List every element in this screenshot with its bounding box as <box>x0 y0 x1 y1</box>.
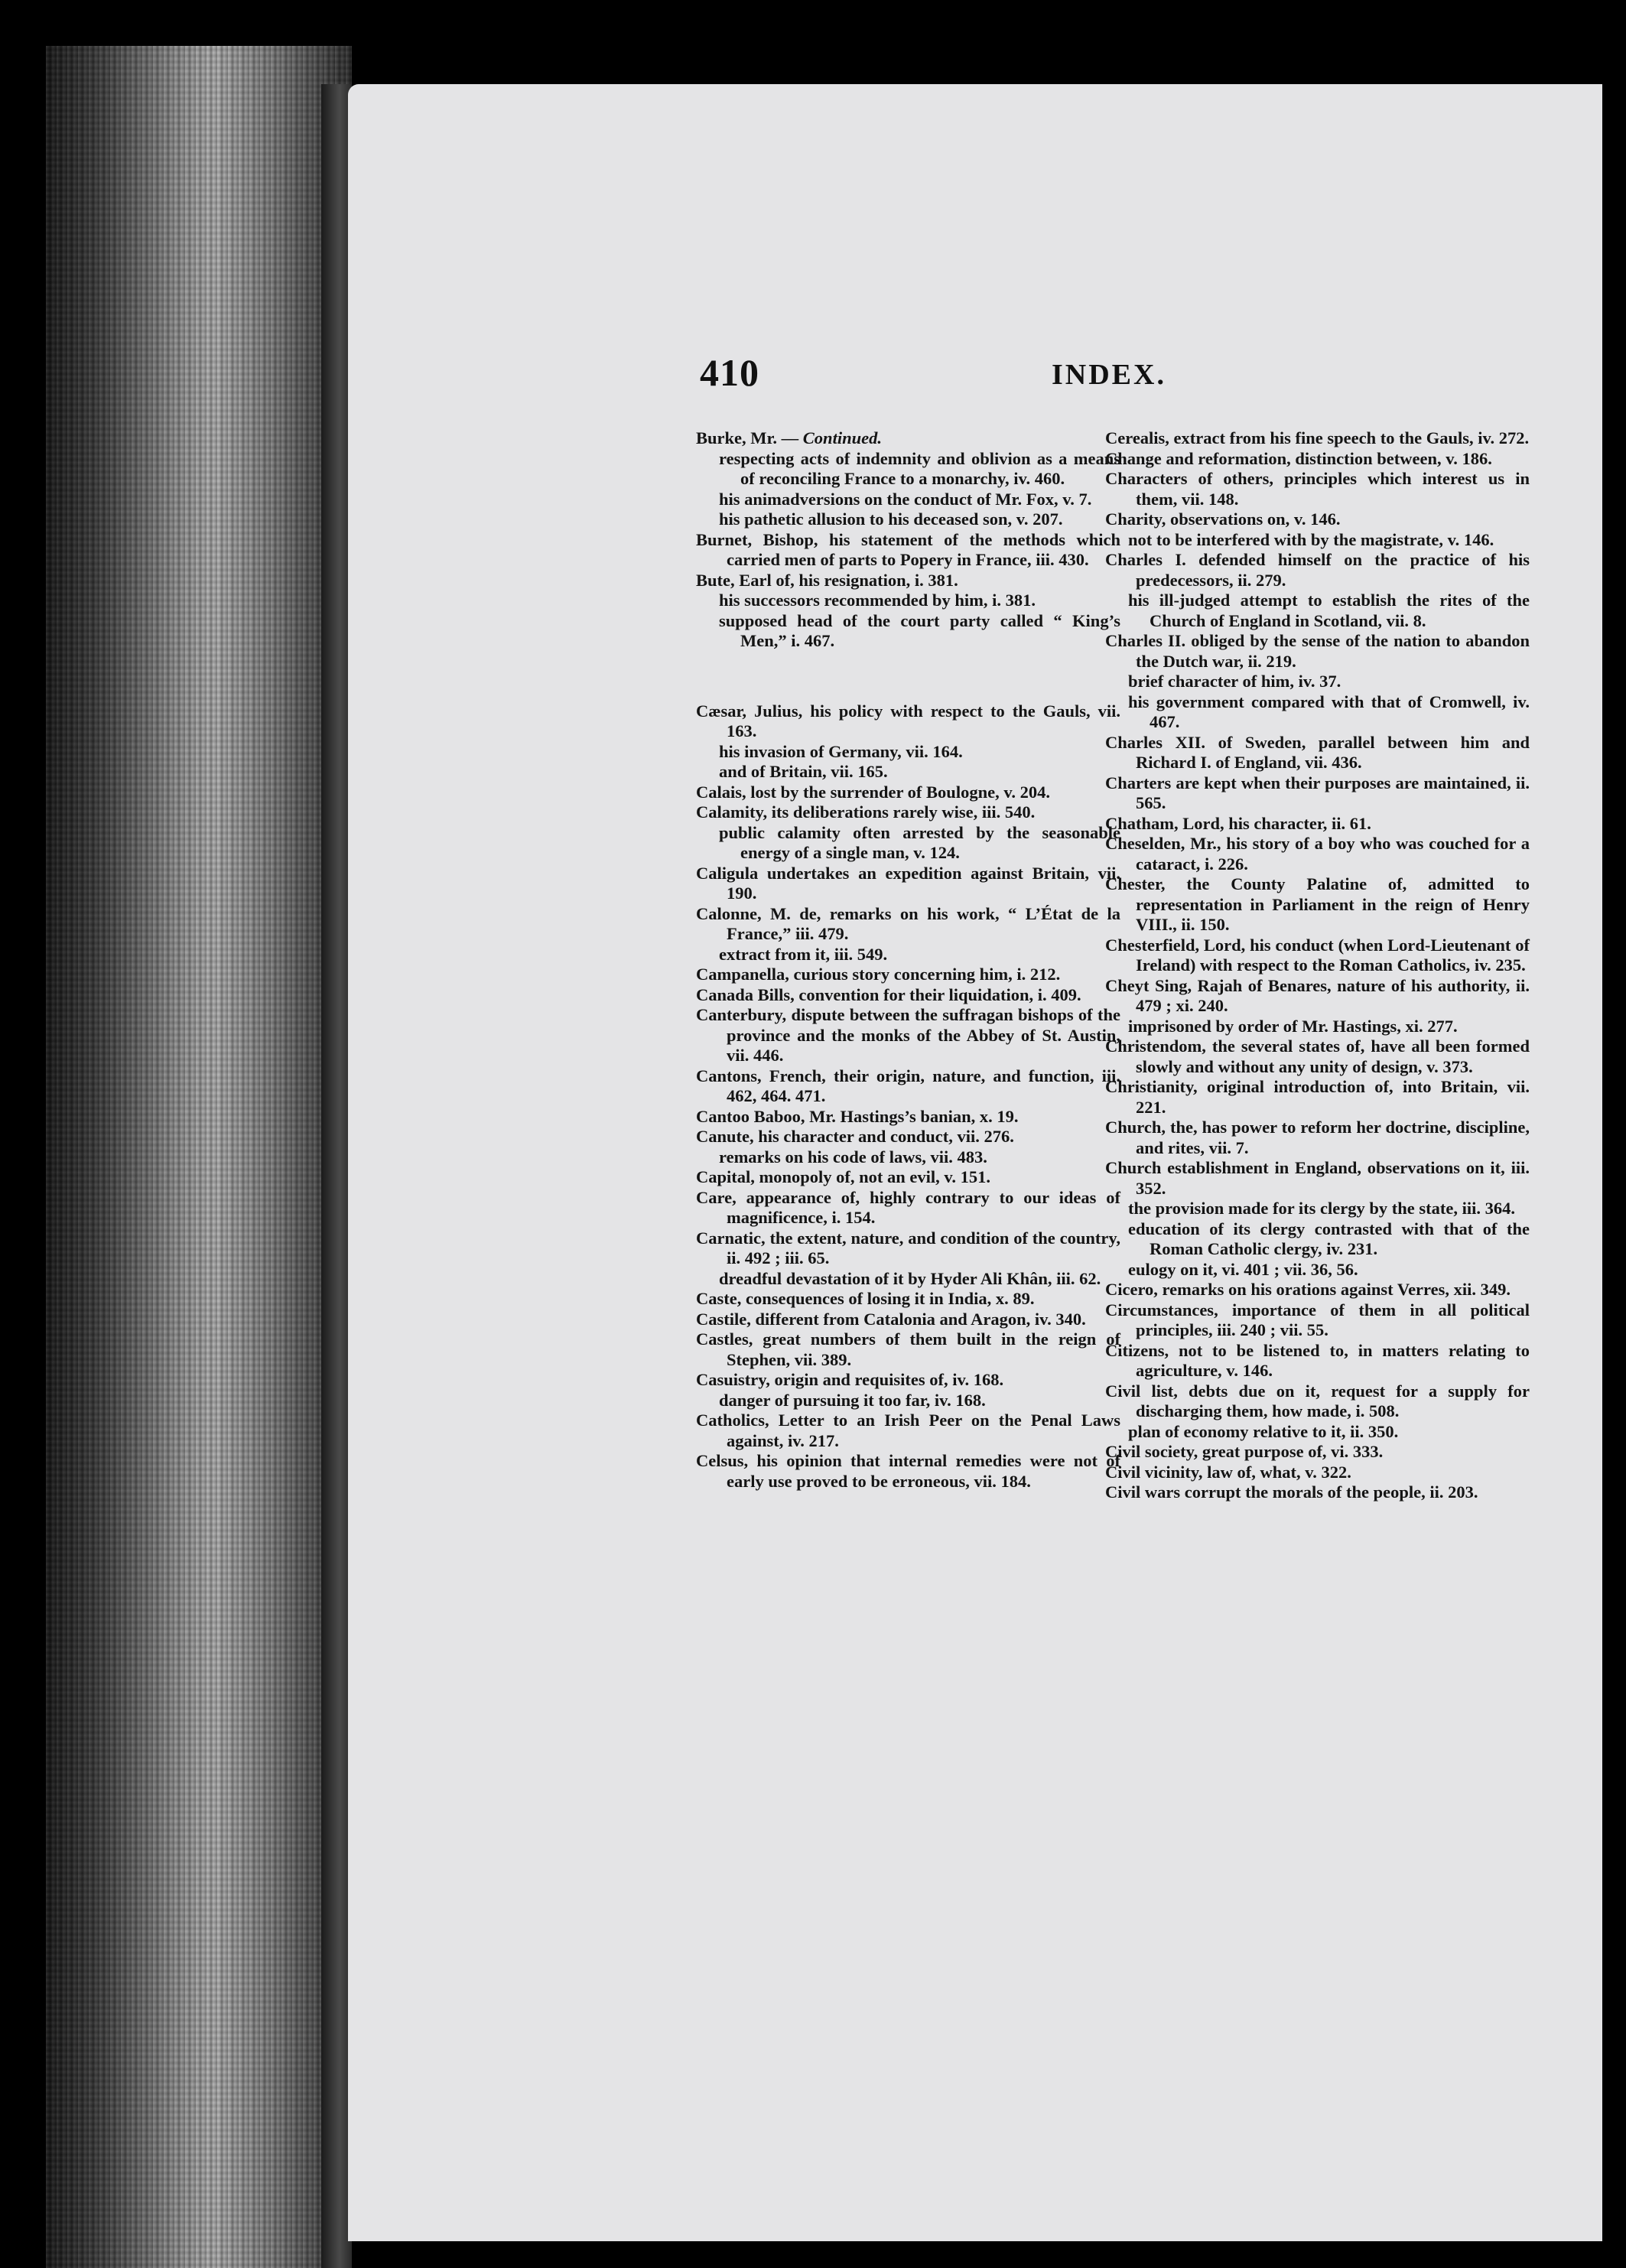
index-subentry: and of Britain, vii. 165. <box>719 762 888 781</box>
index-entry: Caligula undertakes an expedition against Britain, vii. 190. <box>696 863 1120 903</box>
section-gap <box>696 652 1120 701</box>
index-column-right <box>1105 428 1530 1503</box>
index-entry: Civil vicinity, law of, what, v. 322. <box>1105 1462 1351 1482</box>
index-entry: Canada Bills, convention for their liquidation, i. 409. <box>696 984 1081 1004</box>
page-edge-shadow <box>321 84 352 2268</box>
continued-label: Continued. <box>802 428 882 447</box>
index-entry: Charity, observations on, v. 146. <box>1105 509 1341 529</box>
index-entry: Cantoo Baboo, Mr. Hastings’s banian, x. 19. <box>696 1106 1019 1126</box>
index-subentry: his government compared with that of Cromwell, iv. 467. <box>1128 691 1530 731</box>
index-entry: Casuistry, origin and requisites of, iv. 168. <box>696 1370 1004 1389</box>
index-entry: Bute, Earl of, his resignation, i. 381. <box>696 570 958 590</box>
index-entry: Calonne, M. de, remarks on his work, “ L’État de la France,” iii. 479. <box>696 903 1120 943</box>
index-subentry: supposed head of the court party called “ King’s Men,” i. 467. <box>719 610 1120 650</box>
index-subentry: remarks on his code of laws, vii. 483. <box>719 1147 987 1167</box>
index-entry: Castles, great numbers of them built in the reign of Stephen, vii. 389. <box>696 1329 1120 1369</box>
index-entry: Castile, different from Catalonia and Aragon, iv. 340. <box>696 1309 1086 1329</box>
index-subentry: imprisoned by order of Mr. Hastings, xi. 277. <box>1128 1016 1458 1036</box>
page-number: 410 <box>700 351 759 394</box>
index-entry: Citizens, not to be listened to, in matters relating to agriculture, v. 146. <box>1105 1340 1530 1380</box>
index-entry: Cheselden, Mr., his story of a boy who was couched for a cataract, i. 226. <box>1105 834 1530 874</box>
index-entry: Carnatic, the extent, nature, and condition of the country, ii. 492 ; iii. 65. <box>696 1228 1120 1267</box>
index-entry: Charles I. defended himself on the practice of his predecessors, ii. 279. <box>1105 550 1530 590</box>
left-entries-block-b <box>696 449 1120 652</box>
book-spine <box>46 46 352 2268</box>
left-entries-block-c <box>696 701 1120 1492</box>
page-title: INDEX. <box>1052 359 1166 391</box>
right-entries-block-c <box>1105 428 1530 1503</box>
index-entry: Cicero, remarks on his orations against Verres, xii. 349. <box>1105 1280 1511 1299</box>
index-subentry: eulogy on it, vi. 401 ; vii. 36, 56. <box>1128 1259 1358 1279</box>
index-entry: Catholics, Letter to an Irish Peer on the Penal Laws against, iv. 217. <box>696 1411 1120 1450</box>
index-subentry: education of its clergy contrasted with that of the Roman Catholic clergy, iv. 231. <box>1128 1219 1530 1258</box>
index-subentry: his invasion of Germany, vii. 164. <box>719 741 963 761</box>
index-entry: Caste, consequences of losing it in India, x. 89. <box>696 1289 1035 1308</box>
index-entry: Charles II. obliged by the sense of the nation to abandon the Dutch war, ii. 219. <box>1105 631 1530 671</box>
page-header <box>700 350 1541 404</box>
index-subentry: his pathetic allusion to his deceased son, v. 207. <box>719 509 1063 529</box>
index-entry: Christianity, original introduction of, into Britain, vii. 221. <box>1105 1077 1530 1117</box>
index-entry: Cerealis, extract from his fine speech to the Gauls, iv. 272. <box>1105 428 1530 447</box>
index-subentry: public calamity often arrested by the seasonable energy of a single man, v. 124. <box>719 822 1120 862</box>
continued-entry-name: Burke, Mr. — <box>696 428 799 447</box>
continued-entry-heading <box>696 428 1120 449</box>
index-entry: Civil wars corrupt the morals of the people, ii. 203. <box>1105 1482 1478 1502</box>
index-entry: Capital, monopoly of, not an evil, v. 151. <box>696 1167 991 1186</box>
index-subentry: respecting acts of indemnity and oblivion as a means of reconciling France to a monarchy, iv. 460. <box>719 448 1120 488</box>
index-column-left <box>696 428 1120 1492</box>
index-subentry: the provision made for its clergy by the state, iii. 364. <box>1128 1199 1515 1218</box>
index-entry: Cheyt Sing, Rajah of Benares, nature of his authority, ii. 479 ; xi. 240. <box>1105 975 1530 1015</box>
index-entry: Canterbury, dispute between the suffragan bishops of the province and the monks of the Abbey of St. Austin, vii. 446. <box>696 1005 1120 1065</box>
index-subentry: dreadful devastation of it by Hyder Ali Khân, iii. 62. <box>719 1268 1101 1288</box>
index-entry: Chesterfield, Lord, his conduct (when Lord-Lieutenant of Ireland) with respect to the Roman Catholics, iv. 235. <box>1105 935 1530 975</box>
index-entry: Christendom, the several states of, have all been formed slowly and without any unity of design, v. 373. <box>1105 1036 1530 1076</box>
index-entry: Church establishment in England, observations on it, iii. 352. <box>1105 1158 1530 1198</box>
index-subentry: danger of pursuing it too far, iv. 168. <box>719 1390 986 1410</box>
index-entry: Canute, his character and conduct, vii. 276. <box>696 1127 1014 1146</box>
index-entry: Burnet, Bishop, his statement of the methods which carried men of parts to Popery in France, iii. 430. <box>696 529 1120 569</box>
index-subentry: his ill-judged attempt to establish the rites of the Church of England in Scotland, vii. 8. <box>1128 591 1530 630</box>
index-entry: Civil society, great purpose of, vi. 333. <box>1105 1442 1384 1461</box>
index-entry: Campanella, curious story concerning him, i. 212. <box>696 965 1061 984</box>
index-entry: Charles XII. of Sweden, parallel between him and Richard I. of England, vii. 436. <box>1105 732 1530 772</box>
index-entry: Celsus, his opinion that internal remedies were not of early use proved to be erroneous, vii. 184. <box>696 1451 1120 1491</box>
index-entry: Cæsar, Julius, his policy with respect to the Gauls, vii. 163. <box>696 701 1120 740</box>
index-entry: Change and reformation, distinction between, v. 186. <box>1105 448 1492 468</box>
index-entry: Characters of others, principles which interest us in them, vii. 148. <box>1105 469 1530 509</box>
index-subentry: his successors recommended by him, i. 381. <box>719 591 1036 610</box>
index-subentry: plan of economy relative to it, ii. 350. <box>1128 1421 1399 1441</box>
index-subentry: brief character of him, iv. 37. <box>1128 672 1341 691</box>
index-entry: Calais, lost by the surrender of Boulogne, v. 204. <box>696 782 1050 802</box>
index-entry: Calamity, its deliberations rarely wise, iii. 540. <box>696 802 1036 822</box>
index-entry: Circumstances, importance of them in all political principles, iii. 240 ; vii. 55. <box>1105 1300 1530 1339</box>
index-entry: Cantons, French, their origin, nature, and function, iii. 462, 464. 471. <box>696 1066 1120 1105</box>
index-entry: Care, appearance of, highly contrary to our ideas of magnificence, i. 154. <box>696 1187 1120 1227</box>
index-entry: Chester, the County Palatine of, admitted to representation in Parliament in the reign of Henry VIII., ii. 150. <box>1105 874 1530 934</box>
index-entry: Chatham, Lord, his character, ii. 61. <box>1105 813 1371 833</box>
index-subentry: his animadversions on the conduct of Mr. Fox, v. 7. <box>719 489 1092 509</box>
index-entry: Charters are kept when their purposes are maintained, ii. 565. <box>1105 773 1530 812</box>
index-subentry: not to be interfered with by the magistrate, v. 146. <box>1128 529 1494 549</box>
index-entry: Civil list, debts due on it, request for a supply for discharging them, how made, i. 508. <box>1105 1381 1530 1420</box>
index-subentry: extract from it, iii. 549. <box>719 944 888 964</box>
index-entry: Church, the, has power to reform her doctrine, discipline, and rites, vii. 7. <box>1105 1118 1530 1157</box>
